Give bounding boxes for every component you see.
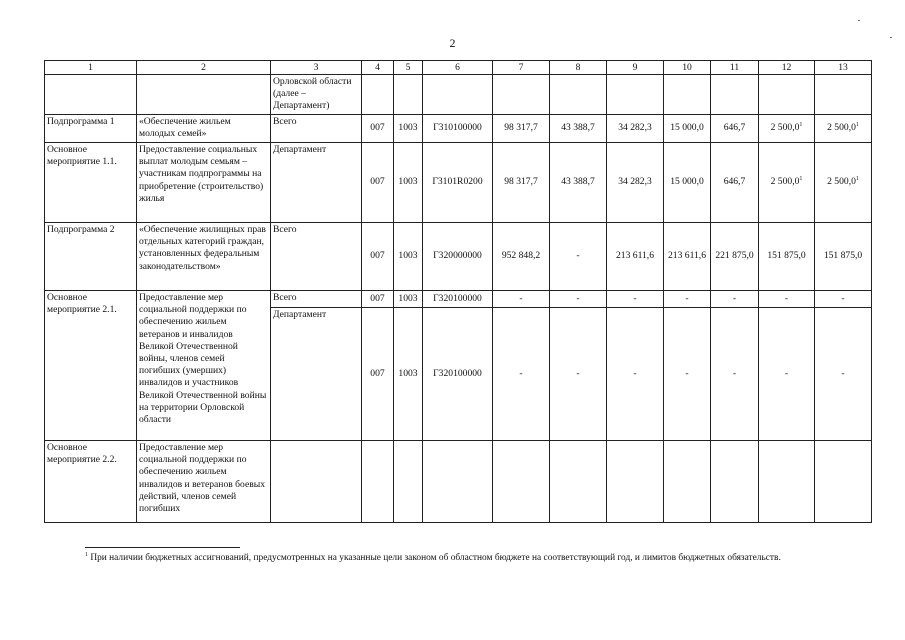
table-cell: Основное мероприятие 1.1. — [45, 143, 137, 223]
footnote-text: При наличии бюджетных ассигнований, предусмотренных на указанные цели законом об областном бюджете на соответствующий год, и лимитов бюджетных обязательств. — [90, 553, 781, 563]
table-cell: 1003 — [394, 223, 423, 291]
column-header: 7 — [493, 61, 550, 75]
footnote — [85, 552, 845, 564]
table-row — [45, 291, 872, 308]
table-cell: «Обеспечение жильем молодых семей» — [137, 115, 271, 143]
table-cell: - — [711, 291, 759, 308]
column-header: 4 — [362, 61, 394, 75]
table-cell: - — [711, 308, 759, 441]
table-cell — [759, 75, 815, 115]
table-cell: 646,7 — [711, 143, 759, 223]
footnote-ref: 1 — [855, 122, 859, 129]
table-cell: 1003 — [394, 291, 423, 308]
column-header: 9 — [607, 61, 664, 75]
table-row — [45, 75, 872, 115]
table-cell — [394, 75, 423, 115]
cell-value: 2 500,0 — [827, 176, 856, 188]
footnote-ref: 1 — [855, 176, 859, 183]
table-cell: 007 — [362, 291, 394, 308]
table-cell — [664, 75, 711, 115]
table-cell: Основное мероприятие 2.1. — [45, 291, 137, 441]
table-cell: 646,7 — [711, 115, 759, 143]
table-cell: 007 — [362, 115, 394, 143]
table-cell — [550, 75, 607, 115]
table-cell — [607, 75, 664, 115]
table-cell: Всего — [271, 223, 362, 291]
table-cell: 43 388,7 — [550, 115, 607, 143]
table-cell: 15 000,0 — [664, 143, 711, 223]
footnote-ref: 1 — [799, 176, 803, 183]
table-cell: - — [493, 308, 550, 441]
cell-value: 2 500,0 — [770, 176, 800, 188]
table-cell — [711, 441, 759, 523]
table-cell — [815, 75, 872, 115]
table-cell — [664, 441, 711, 523]
table-cell: 34 282,3 — [607, 143, 664, 223]
table-cell — [394, 441, 423, 523]
table-cell: Г320100000 — [423, 308, 493, 441]
column-header: 1 — [45, 61, 137, 75]
table-cell: Г320000000 — [423, 223, 493, 291]
table-cell: 221 875,0 — [711, 223, 759, 291]
table-cell — [711, 75, 759, 115]
table-cell: Основное мероприятие 2.2. — [45, 441, 137, 523]
table-cell: 007 — [362, 223, 394, 291]
table-cell — [493, 75, 550, 115]
page-number: 2 — [449, 36, 456, 50]
footnote-divider — [85, 547, 240, 548]
column-header: 12 — [759, 61, 815, 75]
table-cell: - — [759, 291, 815, 308]
table-cell: - — [607, 291, 664, 308]
table-cell: Г310100000 — [423, 115, 493, 143]
table-cell: 34 282,3 — [607, 115, 664, 143]
table-cell: 952 848,2 — [493, 223, 550, 291]
table-cell: 007 — [362, 308, 394, 441]
table-cell: Предоставление мер социальной поддержки по обеспечению жильем ветеранов и инвалидов Великой Отечественной войны, членов семей погибших (умерших) инвалидов и участников Великой Отечественной войны на территории Орловской области — [137, 291, 271, 441]
scan-speck — [858, 20, 860, 21]
table-cell — [423, 441, 493, 523]
table-cell: - — [550, 291, 607, 308]
table-cell: 213 611,6 — [664, 223, 711, 291]
cell-value: 2 500,0 — [827, 122, 856, 134]
table-cell: - — [493, 291, 550, 308]
footnote-ref: 1 — [799, 122, 803, 129]
table-cell: Г320100000 — [423, 291, 493, 308]
table-cell: 151 875,0 — [815, 223, 872, 291]
table-cell: - — [550, 223, 607, 291]
table-cell — [137, 75, 271, 115]
table-cell: Г3101R0200 — [423, 143, 493, 223]
table-cell: Предоставление социальных выплат молодым семьям – участникам подпрограммы на приобретение (строительство) жилья — [137, 143, 271, 223]
footnote-mark: 1 — [85, 551, 88, 558]
table-cell — [45, 75, 137, 115]
table-cell: - — [664, 308, 711, 441]
table-cell — [423, 75, 493, 115]
table-cell: «Обеспечение жилищных прав отдельных категорий граждан, установленных федеральным законодательством» — [137, 223, 271, 291]
column-header: 6 — [423, 61, 493, 75]
column-header: 13 — [815, 61, 872, 75]
table-cell: - — [550, 308, 607, 441]
column-header: 2 — [137, 61, 271, 75]
table-cell: - — [815, 291, 872, 308]
table-cell — [271, 441, 362, 523]
table-cell: 213 611,6 — [607, 223, 664, 291]
table-cell: Подпрограмма 2 — [45, 223, 137, 291]
column-header: 8 — [550, 61, 607, 75]
table-cell — [815, 441, 872, 523]
table-cell: Орловской области (далее – Департамент) — [271, 75, 362, 115]
table-row — [45, 441, 872, 523]
table-cell — [607, 441, 664, 523]
table-cell: - — [759, 308, 815, 441]
table-cell — [759, 143, 815, 223]
table-cell — [362, 75, 394, 115]
table-cell: Департамент — [271, 143, 362, 223]
table-cell: - — [815, 308, 872, 441]
table-cell: 1003 — [394, 143, 423, 223]
table-cell: 1003 — [394, 115, 423, 143]
table-cell — [815, 115, 872, 143]
table-cell: 15 000,0 — [664, 115, 711, 143]
column-header: 3 — [271, 61, 362, 75]
table-cell: 43 388,7 — [550, 143, 607, 223]
table-cell: Всего — [271, 115, 362, 143]
table-row — [45, 223, 872, 291]
table-cell: - — [664, 291, 711, 308]
column-header: 11 — [711, 61, 759, 75]
budget-table — [44, 60, 872, 523]
table-cell: 98 317,7 — [493, 115, 550, 143]
table-cell: Подпрограмма 1 — [45, 115, 137, 143]
cell-value: 2 500,0 — [770, 122, 800, 134]
table-cell — [759, 115, 815, 143]
table-row — [45, 115, 872, 143]
column-header: 5 — [394, 61, 423, 75]
table-row — [45, 143, 872, 223]
table-cell: 1003 — [394, 308, 423, 441]
scan-speck — [890, 37, 892, 38]
column-header: 10 — [664, 61, 711, 75]
table-cell: Департамент — [271, 308, 362, 441]
table-cell — [550, 441, 607, 523]
header-row — [45, 61, 872, 75]
table-cell: - — [607, 308, 664, 441]
table-cell: 007 — [362, 143, 394, 223]
table-cell — [362, 441, 394, 523]
table-cell: 151 875,0 — [759, 223, 815, 291]
table-cell — [815, 143, 872, 223]
table-cell — [493, 441, 550, 523]
table-cell — [759, 441, 815, 523]
table-cell: Всего — [271, 291, 362, 308]
table-cell: 98 317,7 — [493, 143, 550, 223]
table-cell: Предоставление мер социальной поддержки по обеспечению жильем инвалидов и ветеранов боевых действий, членов семей погибших — [137, 441, 271, 523]
